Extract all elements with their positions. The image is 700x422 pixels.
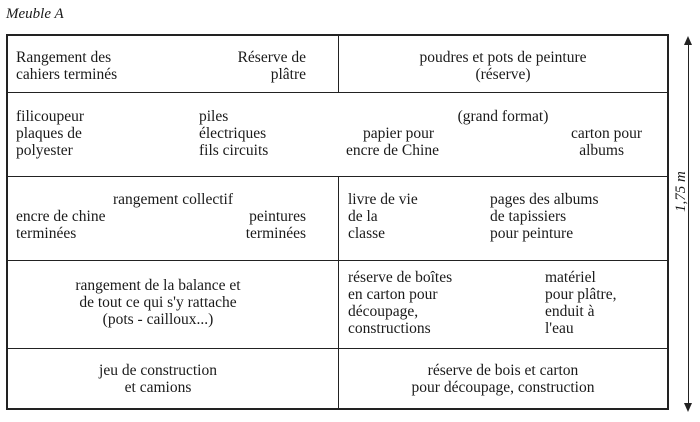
label-pages-albums: pages des albums (490, 191, 599, 208)
label-piles: piles (199, 108, 229, 125)
label-pour-platre: pour plâtre, (545, 286, 617, 303)
label-carton-pour: carton pour (570, 125, 642, 142)
center-divider-top (338, 36, 339, 92)
furniture-diagram (6, 34, 669, 410)
label-rangement-collectif: rangement collectif (112, 191, 234, 208)
label-pour-decoupage: pour découpage, construction (411, 379, 595, 396)
label-reserve-boites: réserve de boîtes (348, 269, 453, 286)
label-albums: albums (579, 142, 624, 159)
label-encre-de-chine: encre de chine (16, 208, 106, 225)
label-eau: l'eau (545, 320, 574, 337)
label-electriques: électriques (199, 125, 267, 142)
label-materiel: matériel (545, 269, 596, 286)
label-grand-format: (grand format) (457, 108, 549, 125)
label-camions: et camions (124, 379, 192, 396)
shelf-divider-1 (8, 92, 667, 93)
label-cahiers-termines: cahiers terminés (16, 66, 118, 83)
label-de-la: de la (348, 208, 378, 225)
label-decoupage: découpage, (348, 303, 419, 320)
label-plaques: plaques de (16, 125, 82, 142)
label-tapissiers: de tapissiers (490, 208, 567, 225)
label-balance-1: rangement de la balance et (75, 277, 241, 294)
label-rangement-cahiers: Rangement des (16, 49, 112, 66)
label-constructions: constructions (348, 320, 431, 337)
label-reserve-platre: Réserve de (237, 49, 306, 66)
label-en-carton: en carton pour (348, 286, 438, 303)
label-jeu-construction: jeu de construction (99, 362, 217, 379)
dimension-arrow-down-icon (684, 403, 692, 412)
label-filicoupeur: filicoupeur (16, 108, 85, 125)
label-enduit: enduit à (545, 303, 595, 320)
label-polyester: polyester (16, 142, 73, 159)
label-classe: classe (348, 225, 386, 242)
label-balance-2: de tout ce qui s'y rattache (79, 294, 237, 311)
label-balance-3: (pots - cailloux...) (102, 311, 214, 328)
label-pour-peinture: pour peinture (490, 225, 574, 242)
label-terminees-2: terminées (245, 225, 306, 242)
label-terminees-1: terminées (16, 225, 77, 242)
label-reserve-bois: réserve de bois et carton (427, 362, 579, 379)
label-papier-pour: papier pour (363, 125, 435, 142)
figure-caption: Meuble A (6, 6, 64, 22)
label-peintures: peintures (249, 208, 306, 225)
label-poudres-peinture: poudres et pots de peinture (419, 49, 587, 66)
label-livre-de-vie: livre de vie (348, 191, 418, 208)
label-reserve: (réserve) (475, 66, 531, 83)
height-label: 1,75 m (673, 171, 689, 212)
label-fils-circuits: fils circuits (199, 142, 269, 159)
center-divider-lower (338, 176, 339, 408)
dimension-line (688, 42, 689, 408)
label-encre-chine: encre de Chine (346, 142, 439, 159)
label-platre: plâtre (270, 66, 306, 83)
